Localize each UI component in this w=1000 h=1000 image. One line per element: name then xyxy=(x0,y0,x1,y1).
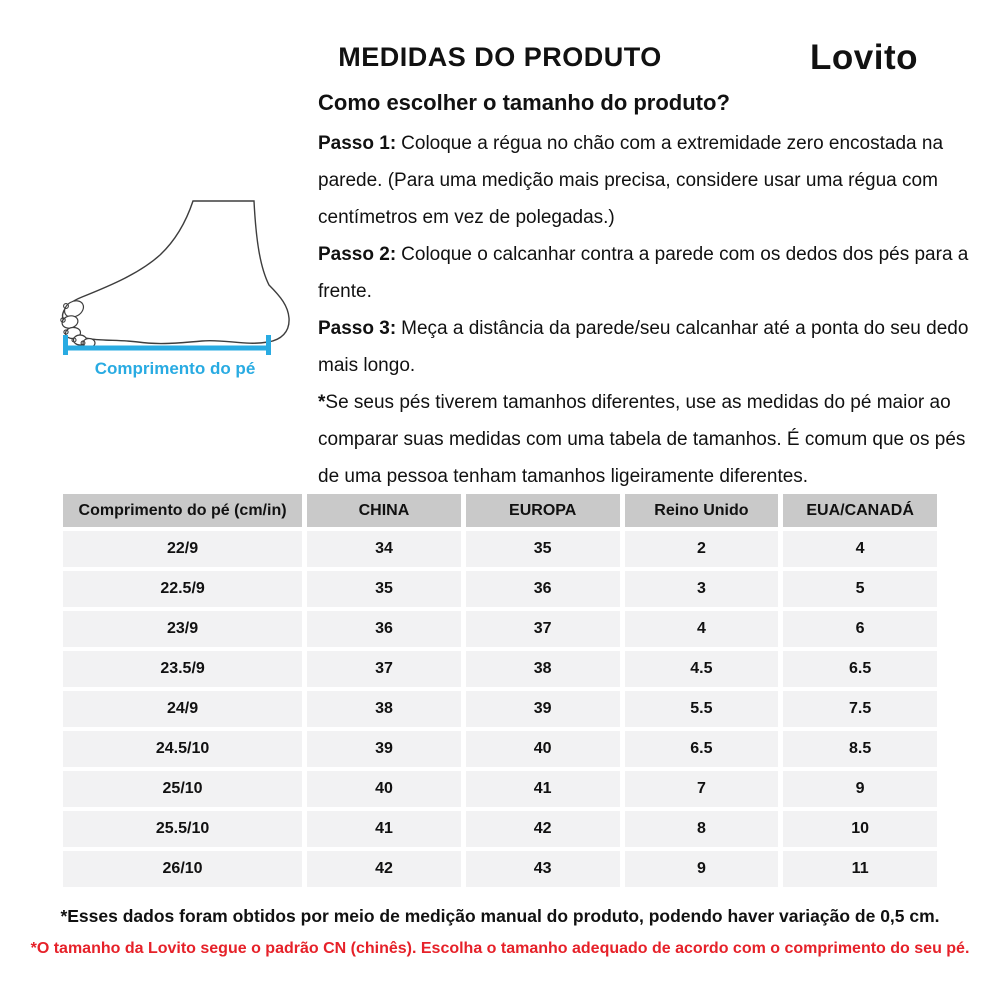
step-1-text: Coloque a régua no chão com a extremidade zero encostada na parede. (Para uma medição mais precisa, considere usar uma régua com centímetros em vez de polegadas.) xyxy=(318,133,944,228)
step-1-label: Passo 1: xyxy=(318,133,397,154)
table-cell: 25.5/10 xyxy=(63,811,302,847)
table-cell: 41 xyxy=(466,771,620,807)
table-row xyxy=(63,731,937,767)
table-cell: 24/9 xyxy=(63,691,302,727)
table-cell: 26/10 xyxy=(63,851,302,887)
table-cell: 2 xyxy=(625,531,779,567)
column-header: EUA/CANADÁ xyxy=(783,494,937,527)
table-cell: 38 xyxy=(466,651,620,687)
table-cell: 5 xyxy=(783,571,937,607)
table-row xyxy=(63,611,937,647)
table-cell: 43 xyxy=(466,851,620,887)
table-cell: 35 xyxy=(466,531,620,567)
step-2-label: Passo 2: xyxy=(318,244,397,265)
page-title: MEDIDAS DO PRODUTO xyxy=(338,42,662,72)
table-cell: 7.5 xyxy=(783,691,937,727)
size-conversion-table xyxy=(58,490,942,891)
table-row xyxy=(63,651,937,687)
foot-diagram-icon xyxy=(50,185,300,357)
step-passo-2 xyxy=(318,236,973,310)
table-cell: 8.5 xyxy=(783,731,937,767)
cn-standard-note: *O tamanho da Lovito segue o padrão CN (chinês). Escolha o tamanho adequado de acordo com o comprimento do seu pé. xyxy=(30,940,970,957)
step-3-text: Meça a distância da parede/seu calcanhar até a ponta do seu dedo mais longo. xyxy=(318,318,969,376)
step-2-text: Coloque o calcanhar contra a parede com os dedos dos pés para a frente. xyxy=(318,244,969,302)
size-table-head-row xyxy=(63,494,937,527)
table-cell: 6 xyxy=(783,611,937,647)
table-cell: 4.5 xyxy=(625,651,779,687)
table-cell: 7 xyxy=(625,771,779,807)
table-cell: 35 xyxy=(307,571,461,607)
note-asterisk: * xyxy=(318,392,326,413)
table-cell: 10 xyxy=(783,811,937,847)
brand-logo: Lovito xyxy=(810,38,918,77)
table-cell: 41 xyxy=(307,811,461,847)
table-cell: 11 xyxy=(783,851,937,887)
table-cell: 37 xyxy=(466,611,620,647)
table-cell: 42 xyxy=(307,851,461,887)
table-cell: 6.5 xyxy=(783,651,937,687)
table-cell: 22/9 xyxy=(63,531,302,567)
table-row xyxy=(63,851,937,887)
table-cell: 36 xyxy=(466,571,620,607)
table-cell: 22.5/9 xyxy=(63,571,302,607)
table-cell: 6.5 xyxy=(625,731,779,767)
table-cell: 3 xyxy=(625,571,779,607)
note-text: Se seus pés tiverem tamanhos diferentes, use as medidas do pé maior ao comparar suas medidas com uma tabela de tamanhos. É comum que os pés de uma pessoa tenham tamanhos ligeiramente diferentes. xyxy=(318,392,966,487)
table-row xyxy=(63,771,937,807)
step-passo-3 xyxy=(318,310,973,384)
table-row xyxy=(63,691,937,727)
column-header: CHINA xyxy=(307,494,461,527)
foot-length-label: Comprimento do pé xyxy=(94,359,256,378)
table-cell: 37 xyxy=(307,651,461,687)
instructions-heading: Como escolher o tamanho do produto? xyxy=(318,90,730,115)
instructions xyxy=(318,90,973,495)
step-3-label: Passo 3: xyxy=(318,318,397,339)
table-cell: 40 xyxy=(307,771,461,807)
table-cell: 38 xyxy=(307,691,461,727)
column-header: Reino Unido xyxy=(625,494,779,527)
step-passo-1 xyxy=(318,125,973,236)
table-row xyxy=(63,531,937,567)
table-cell: 39 xyxy=(466,691,620,727)
size-table-body xyxy=(63,531,937,887)
table-cell: 8 xyxy=(625,811,779,847)
table-cell: 40 xyxy=(466,731,620,767)
table-cell: 24.5/10 xyxy=(63,731,302,767)
column-header: EUROPA xyxy=(466,494,620,527)
table-cell: 4 xyxy=(783,531,937,567)
table-cell: 23/9 xyxy=(63,611,302,647)
table-cell: 9 xyxy=(625,851,779,887)
table-cell: 23.5/9 xyxy=(63,651,302,687)
table-cell: 9 xyxy=(783,771,937,807)
table-cell: 34 xyxy=(307,531,461,567)
table-row xyxy=(63,811,937,847)
different-sizes-note xyxy=(318,384,973,495)
column-header: Comprimento do pé (cm/in) xyxy=(63,494,302,527)
table-cell: 36 xyxy=(307,611,461,647)
table-cell: 5.5 xyxy=(625,691,779,727)
table-cell: 39 xyxy=(307,731,461,767)
table-cell: 25/10 xyxy=(63,771,302,807)
foot-measurement-figure xyxy=(50,185,300,395)
table-cell: 4 xyxy=(625,611,779,647)
table-cell: 42 xyxy=(466,811,620,847)
table-row xyxy=(63,571,937,607)
measurement-variation-note: *Esses dados foram obtidos por meio de medição manual do produto, podendo haver variação de 0,5 cm. xyxy=(60,906,940,926)
